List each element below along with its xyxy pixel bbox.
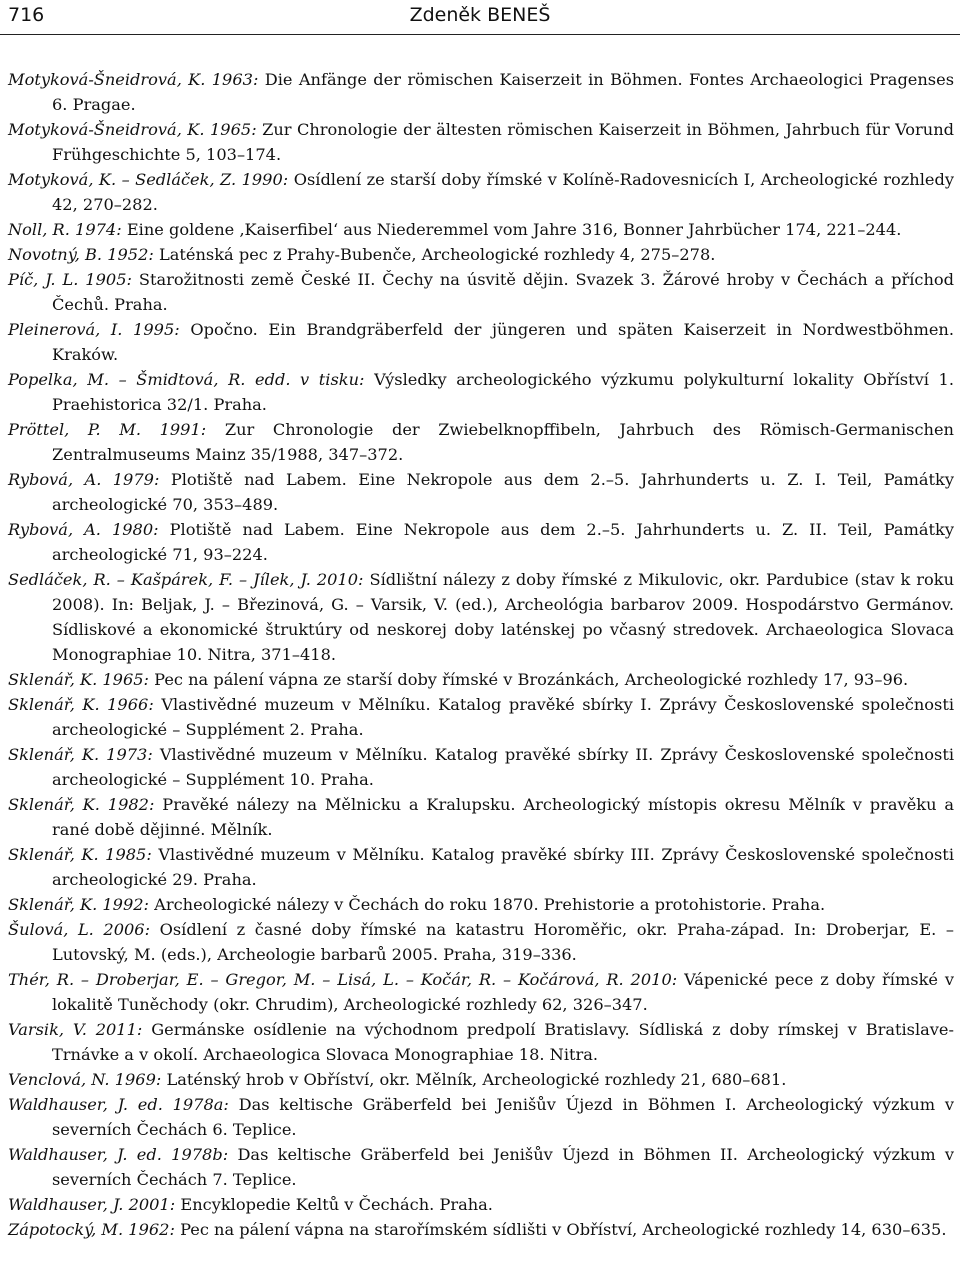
reference-title: Sídlištní nálezy z doby římské z Mikulovic, okr. Pardubice (stav k roku 2008). In: Beljak, J. – Březinová, G. – Varsik, V. (ed.), Archeológia barbarov 2009. Hospodárstvo Germánov. Sídliskové a ekonomické štruktúry od neskorej doby laténskej po včasný stredovek. Archaeologica Slovaca Monographiae 10. Nitra, 371–418.	[52, 570, 954, 664]
reference-title: Germánske osídlenie na východnom predpolí Bratislavy. Sídliská z doby rímskej v Bratislave-Trnávke a v okolí. Archaeologica Slovaca Monographiae 18. Nitra.	[52, 1020, 954, 1064]
reference-title: Pravěké nálezy na Mělnicku a Kralupsku. Archeologický místopis okresu Mělník v pravěku a rané době dějinné. Mělník.	[52, 795, 955, 839]
page-header	[0, 0, 960, 35]
reference-author-year: Pröttel, P. M. 1991:	[8, 420, 207, 439]
reference-entry	[8, 692, 954, 742]
reference-title: Das keltische Gräberfeld bei Jenišův Újezd in Böhmen II. Archeologický výzkum v severních Čechách 7. Teplice.	[52, 1145, 954, 1189]
reference-entry	[8, 317, 954, 367]
reference-author-year: Píč, J. L. 1905:	[8, 270, 132, 289]
reference-title: Archeologické nálezy v Čechách do roku 1870. Prehistorie a protohistorie. Praha.	[154, 895, 826, 914]
reference-entry	[8, 842, 954, 892]
reference-author-year: Waldhauser, J. ed. 1978a:	[8, 1095, 229, 1114]
reference-title: Vlastivědné muzeum v Mělníku. Katalog pravěké sbírky III. Zprávy Československé společnosti archeologické 29. Praha.	[52, 845, 954, 889]
reference-author-year: Varsik, V. 2011:	[8, 1020, 143, 1039]
reference-title: Vlastivědné muzeum v Mělníku. Katalog pravěké sbírky I. Zprávy Československé společnosti archeologické – Supplément 2. Praha.	[52, 695, 955, 739]
reference-author-year: Sedláček, R. – Kašpárek, F. – Jílek, J. 2010:	[8, 570, 364, 589]
reference-title: Osídlení ze starší doby římské v Kolíně-Radovesnicích I, Archeologické rozhledy 42, 270–282.	[52, 170, 954, 214]
reference-title: Das keltische Gräberfeld bei Jenišův Újezd in Böhmen I. Archeologický výzkum v severních Čechách 6. Teplice.	[52, 1095, 954, 1139]
reference-title: Pec na pálení vápna na starořímském sídlišti v Obříství, Archeologické rozhledy 14, 630–635.	[180, 1220, 947, 1239]
reference-entry	[8, 1217, 954, 1242]
reference-author-year: Motyková, K. – Sedláček, Z. 1990:	[8, 170, 289, 189]
reference-entry	[8, 517, 954, 567]
reference-author-year: Thér, R. – Droberjar, E. – Gregor, M. – Lisá, L. – Kočár, R. – Kočárová, R. 2010:	[8, 970, 678, 989]
page-number: 716	[8, 4, 45, 26]
reference-entry	[8, 1092, 954, 1142]
reference-entry	[8, 167, 954, 217]
running-head: Zdeněk BENEŠ	[409, 4, 551, 26]
reference-entry	[8, 217, 954, 242]
reference-entry	[8, 1067, 954, 1092]
reference-author-year: Šulová, L. 2006:	[8, 920, 151, 939]
reference-author-year: Sklenář, K. 1982:	[8, 795, 155, 814]
reference-author-year: Venclová, N. 1969:	[8, 1070, 162, 1089]
reference-entry	[8, 667, 954, 692]
reference-title: Plotiště nad Labem. Eine Nekropole aus dem 2.–5. Jahrhunderts u. Z. II. Teil, Památky archeologické 71, 93–224.	[52, 520, 955, 564]
reference-entry	[8, 417, 954, 467]
reference-entry	[8, 67, 954, 117]
reference-author-year: Motyková-Šneidrová, K. 1965:	[8, 120, 257, 139]
reference-author-year: Motyková-Šneidrová, K. 1963:	[8, 70, 259, 89]
reference-author-year: Zápotocký, M. 1962:	[8, 1220, 175, 1239]
reference-author-year: Sklenář, K. 1966:	[8, 695, 154, 714]
reference-entry	[8, 1017, 954, 1067]
reference-entry	[8, 1142, 954, 1192]
reference-author-year: Sklenář, K. 1965:	[8, 670, 150, 689]
reference-title: Laténská pec z Prahy-Bubenče, Archeologické rozhledy 4, 275–278.	[159, 245, 716, 264]
reference-entry	[8, 467, 954, 517]
reference-author-year: Sklenář, K. 1985:	[8, 845, 152, 864]
reference-title: Vlastivědné muzeum v Mělníku. Katalog pravěké sbírky II. Zprávy Československé společnosti archeologické – Supplément 10. Praha.	[52, 745, 954, 789]
reference-title: Laténský hrob v Obříství, okr. Mělník, Archeologické rozhledy 21, 680–681.	[166, 1070, 787, 1089]
reference-author-year: Waldhauser, J. 2001:	[8, 1195, 176, 1214]
reference-entry	[8, 1192, 954, 1217]
reference-title: Die Anfänge der römischen Kaiserzeit in Böhmen. Fontes Archaeologici Pragenses 6. Pragae.	[52, 70, 954, 114]
reference-entry	[8, 242, 954, 267]
reference-author-year: Noll, R. 1974:	[8, 220, 122, 239]
reference-entry	[8, 917, 954, 967]
reference-author-year: Sklenář, K. 1973:	[8, 745, 153, 764]
reference-entry	[8, 892, 954, 917]
reference-title: Zur Chronologie der Zwiebelknopffibeln, Jahrbuch des Römisch-Germanischen Zentralmuseums Mainz 35/1988, 347–372.	[52, 420, 954, 464]
reference-title: Plotiště nad Labem. Eine Nekropole aus dem 2.–5. Jahrhunderts u. Z. I. Teil, Památky archeologické 70, 353–489.	[52, 470, 954, 514]
reference-entry	[8, 117, 954, 167]
reference-title: Pec na pálení vápna ze starší doby římské v Brozánkách, Archeologické rozhledy 17, 93–96.	[154, 670, 909, 689]
reference-author-year: Popelka, M. – Šmidtová, R. edd. v tisku:	[8, 370, 365, 389]
reference-title: Starožitnosti země České II. Čechy na úsvitě dějin. Svazek 3. Žárové hroby v Čechách a příchod Čechů. Praha.	[52, 270, 954, 314]
reference-entry	[8, 967, 954, 1017]
reference-title: Zur Chronologie der ältesten römischen Kaiserzeit in Böhmen, Jahrbuch für Vorund Frühgeschichte 5, 103–174.	[52, 120, 954, 164]
reference-entry	[8, 267, 954, 317]
reference-author-year: Rybová, A. 1979:	[8, 470, 160, 489]
reference-author-year: Rybová, A. 1980:	[8, 520, 159, 539]
reference-entry	[8, 792, 954, 842]
reference-author-year: Sklenář, K. 1992:	[8, 895, 150, 914]
reference-title: Eine goldene ‚Kaiserfibel‘ aus Niederemmel vom Jahre 316, Bonner Jahrbücher 174, 221–244.	[126, 220, 902, 239]
reference-entry	[8, 567, 954, 667]
reference-author-year: Waldhauser, J. ed. 1978b:	[8, 1145, 229, 1164]
reference-title: Výsledky archeologického výzkumu polykulturní lokality Obříství 1. Praehistorica 32/1. Praha.	[52, 370, 954, 414]
reference-entry	[8, 367, 954, 417]
reference-title: Vápenické pece z doby římské v lokalitě Tuněchody (okr. Chrudim), Archeologické rozhledy 62, 326–347.	[52, 970, 954, 1014]
reference-author-year: Novotný, B. 1952:	[8, 245, 154, 264]
reference-list	[8, 67, 954, 1242]
reference-title: Osídlení z časné doby římské na katastru Horoměřic, okr. Praha-západ. In: Droberjar, E. – Lutovský, M. (eds.), Archeologie barbarů 2005. Praha, 319–336.	[52, 920, 954, 964]
reference-title: Opočno. Ein Brandgräberfeld der jüngeren und späten Kaiserzeit in Nordwestböhmen. Kraków.	[52, 320, 954, 364]
reference-title: Encyklopedie Keltů v Čechách. Praha.	[180, 1195, 493, 1214]
reference-entry	[8, 742, 954, 792]
reference-author-year: Pleinerová, I. 1995:	[8, 320, 180, 339]
